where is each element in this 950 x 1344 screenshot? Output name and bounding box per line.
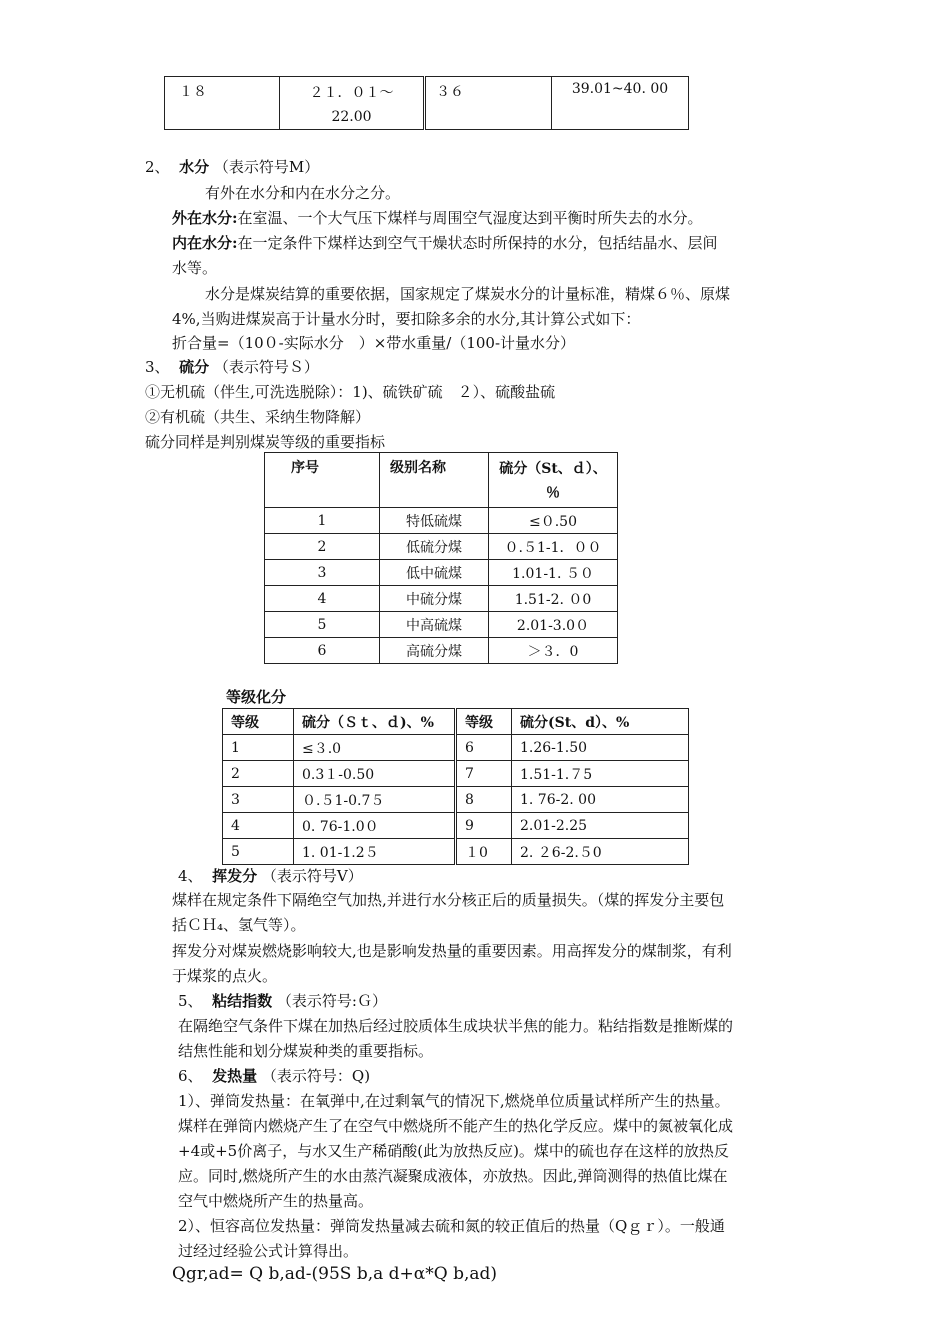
table-cell: 1.01-1. ５０ [489,560,618,586]
table-cell: ＞３．0 [489,638,618,664]
section-number: 2、 [145,158,170,176]
table-cell: 特低硫煤 [380,508,489,534]
table-cell: 7 [456,761,512,787]
section-note: （表示符号M） [213,158,320,176]
section-title: 粘结指数 [212,992,273,1010]
paragraph-line: 结焦性能和划分煤炭种类的重要指标。 [178,1042,434,1060]
table-cell: 5 [265,612,380,638]
column-header: 硫分(St、d）、% [512,709,689,735]
table-cell: 1.51-2. ０0 [489,586,618,612]
volatile-heading [178,865,363,886]
table-cell: 2.01-3.0０ [489,612,618,638]
table-cell: 2. ２6-2.５0 [512,839,689,865]
table-row [265,534,618,560]
paragraph-line: ②有机硫（共生、采纳生物降解） [145,408,371,426]
table-row [223,761,689,787]
table-cell: 2 [265,534,380,560]
term-text: 在室温、一个大气压下煤样与周围空气湿度达到平衡时所失去的水分。 [237,209,703,227]
table-cell: 4 [265,586,380,612]
table-cell: ０.５1-1．００ [489,534,618,560]
paragraph-line: 1）、弹筒发热量：在氧弹中,在过剩氧气的情况下,燃烧单位质量试样所产生的热量。 [178,1092,730,1110]
table-cell: 高硫分煤 [380,638,489,664]
calorific-heading [178,1065,370,1086]
sulfur-grade-table [264,452,618,664]
paragraph-line: +4或+5价离子，与水又生产稀硝酸(此为放热反应)。煤中的硫也存在这样的放热反 [178,1142,729,1160]
table-cell: 8 [456,787,512,813]
table-cell: 中高硫煤 [380,612,489,638]
grading-table [222,708,689,865]
table-cell: 2.01-2.25 [512,813,689,839]
table-cell: 9 [456,813,512,839]
caking-heading [178,990,387,1011]
table-row [223,839,689,865]
table-cell: 中硫分煤 [380,586,489,612]
section-number: 3、 [145,358,170,376]
paragraph-line: 挥发分对煤炭燃烧影响较大,也是影响发热量的重要因素。用高挥发分的煤制浆，有利 [172,942,732,960]
term-text: 在一定条件下煤样达到空气干燥状态时所保持的水分，包括结晶水、层间 [237,234,718,252]
paragraph-line: ①无机硫（伴生,可洗选脱除）：1)、硫铁矿硫 ２）、硫酸盐硫 [145,383,556,401]
internal-moisture [172,232,718,253]
table-cell: 低中硫煤 [380,560,489,586]
paragraph-line: 于煤浆的点火。 [172,967,278,985]
column-header: 硫分（St、ｄ）、 ％ [489,453,618,508]
table-row [223,813,689,839]
section-number: 5、 [178,992,203,1010]
table-cell: 0. 76-1.0０ [294,813,456,839]
table-cell: ≤０.50 [489,508,618,534]
table-cell: 39.01~40. 00 [552,77,689,130]
section-note: （表示符号:Ｇ） [276,992,387,1010]
paragraph-line: 过经过经验公式计算得出。 [178,1242,359,1260]
table-header-row [265,453,618,508]
moisture-heading [145,156,319,177]
top-range-table [164,76,689,130]
column-header: 硫分（Ｓｔ、ｄ)、% [294,709,456,735]
external-moisture [172,207,703,228]
paragraph-line: 煤样在规定条件下隔绝空气加热,并进行水分核正后的质量损失。（煤的挥发分主要包 [172,891,725,909]
term-label: 内在水分: [172,234,238,252]
moisture-formula: 折合量=（10０-实际水分 ）×带水重量/（100-计量水分） [172,334,576,352]
table-cell: 6 [265,638,380,664]
paragraph-line: 4%,当购进煤炭高于计量水分时，要扣除多余的水分,其计算公式如下： [172,310,641,328]
column-header: 等级 [223,709,294,735]
table-cell: 2 [223,761,294,787]
table-cell: 4 [223,813,294,839]
section-title: 水分 [179,158,210,176]
section-note: （表示符号：Q) [261,1067,371,1085]
section-title: 硫分 [179,358,210,376]
paragraph-line: 硫分同样是判别煤炭等级的重要指标 [145,433,386,451]
paragraph-line: 括ＣＨ₄、氢气等）。 [172,916,306,934]
column-header: 级别名称 [380,453,489,508]
term-label: 外在水分: [172,209,238,227]
paragraph-line: 水分是煤炭结算的重要依据，国家规定了煤炭水分的计量标准，精煤６％、原煤 [205,285,731,303]
calorific-formula: Qgr,ad= Q b,ad-(95S b,a d+α*Q b,ad) [172,1264,498,1284]
paragraph-line: 在隔绝空气条件下煤在加热后经过胶质体生成块状半焦的能力。粘结指数是推断煤的 [178,1017,734,1035]
paragraph-line: 煤样在弹筒内燃烧产生了在空气中燃烧所不能产生的热化学反应。煤中的氮被氧化成 [178,1117,734,1135]
table-cell: ２１．０１～ 22.00 [280,77,425,130]
table-row [165,77,689,130]
table-cell: 1. 01-1.2５ [294,839,456,865]
table-cell: １0 [456,839,512,865]
section-title: 发热量 [212,1067,258,1085]
table-cell: ３６ [425,77,552,130]
sulfur-heading [145,356,319,377]
table-cell: 1. 76-2. 00 [512,787,689,813]
table-row [223,735,689,761]
grading-title: 等级化分 [226,688,287,706]
table-row [265,508,618,534]
table-cell: 3 [223,787,294,813]
table-cell: 低硫分煤 [380,534,489,560]
table-row [265,612,618,638]
section-note: （表示符号V） [261,867,363,885]
section-title: 挥发分 [212,867,258,885]
table-cell: ≤３.0 [294,735,456,761]
table-row [265,560,618,586]
table-cell: 1.51-1.７5 [512,761,689,787]
table-cell: 0.3１-0.50 [294,761,456,787]
table-cell: 5 [223,839,294,865]
section-number: 4、 [178,867,203,885]
table-row [265,638,618,664]
table-row [223,787,689,813]
table-cell: ０.５1-0.7５ [294,787,456,813]
paragraph-line: 空气中燃烧所产生的热量高。 [178,1192,374,1210]
paragraph-line: 应。同时,燃烧所产生的水由蒸汽凝聚成液体，亦放热。因此,弹筒测得的热值比煤在 [178,1167,728,1185]
table-row [265,586,618,612]
table-cell: １８ [165,77,280,130]
table-cell: 1 [223,735,294,761]
column-header: 等级 [456,709,512,735]
table-cell: 3 [265,560,380,586]
column-header: 序号 [265,453,380,508]
moisture-intro: 有外在水分和内在水分之分。 [205,184,401,202]
table-cell: 6 [456,735,512,761]
table-cell: 1.26-1.50 [512,735,689,761]
section-note: （表示符号Ｓ） [213,358,319,376]
paragraph-line: 2）、恒容高位发热量：弹筒发热量减去硫和氮的较正值后的热量（Qｇｒ）。一般通 [178,1217,725,1235]
table-header-row [223,709,689,735]
section-number: 6、 [178,1067,203,1085]
table-cell: 1 [265,508,380,534]
paragraph-line: 水等。 [172,259,218,277]
